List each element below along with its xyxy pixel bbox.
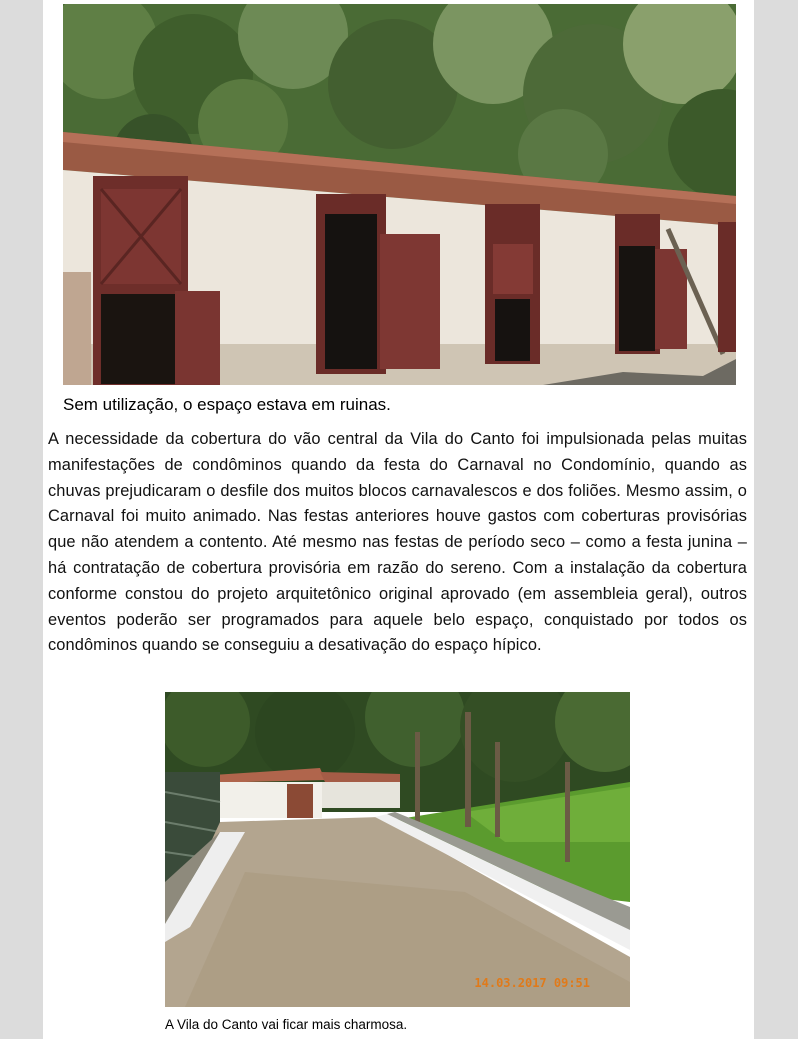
vila-do-canto-caption: A Vila do Canto vai ficar mais charmosa. — [165, 1017, 408, 1032]
article-page — [43, 0, 754, 1039]
stables-caption: Sem utilização, o espaço estava em ruinas. — [63, 395, 391, 414]
date-stamp: 14.03.2017 09:51 — [474, 976, 590, 990]
vila-do-canto-photo — [165, 692, 630, 1007]
article-paragraph: A necessidade da cobertura do vão central da Vila do Canto foi impulsionada pelas muitas manifestações de condôminos quando da festa do Carnaval no Condomínio, quando as chuvas prejudicaram o desfile dos muitos blocos carnavalescos e dos foliões. Mesmo assim, o Carnaval foi muito animado. Nas festas anteriores houve gastos com coberturas provisórias que não atendem a contento. Até mesmo nas festas de período seco – como a festa junina – há contratação de cobertura provisória em razão do sereno. Com a instalação da cobertura conforme constou do projeto arquitetônico original aprovado (em assembleia geral), outros eventos poderão ser programados para aquele belo espaço, conquistado por todos os condôminos quando se conseguiu a desativação do espaço hípico. — [48, 430, 747, 655]
stables-photo — [63, 4, 736, 385]
